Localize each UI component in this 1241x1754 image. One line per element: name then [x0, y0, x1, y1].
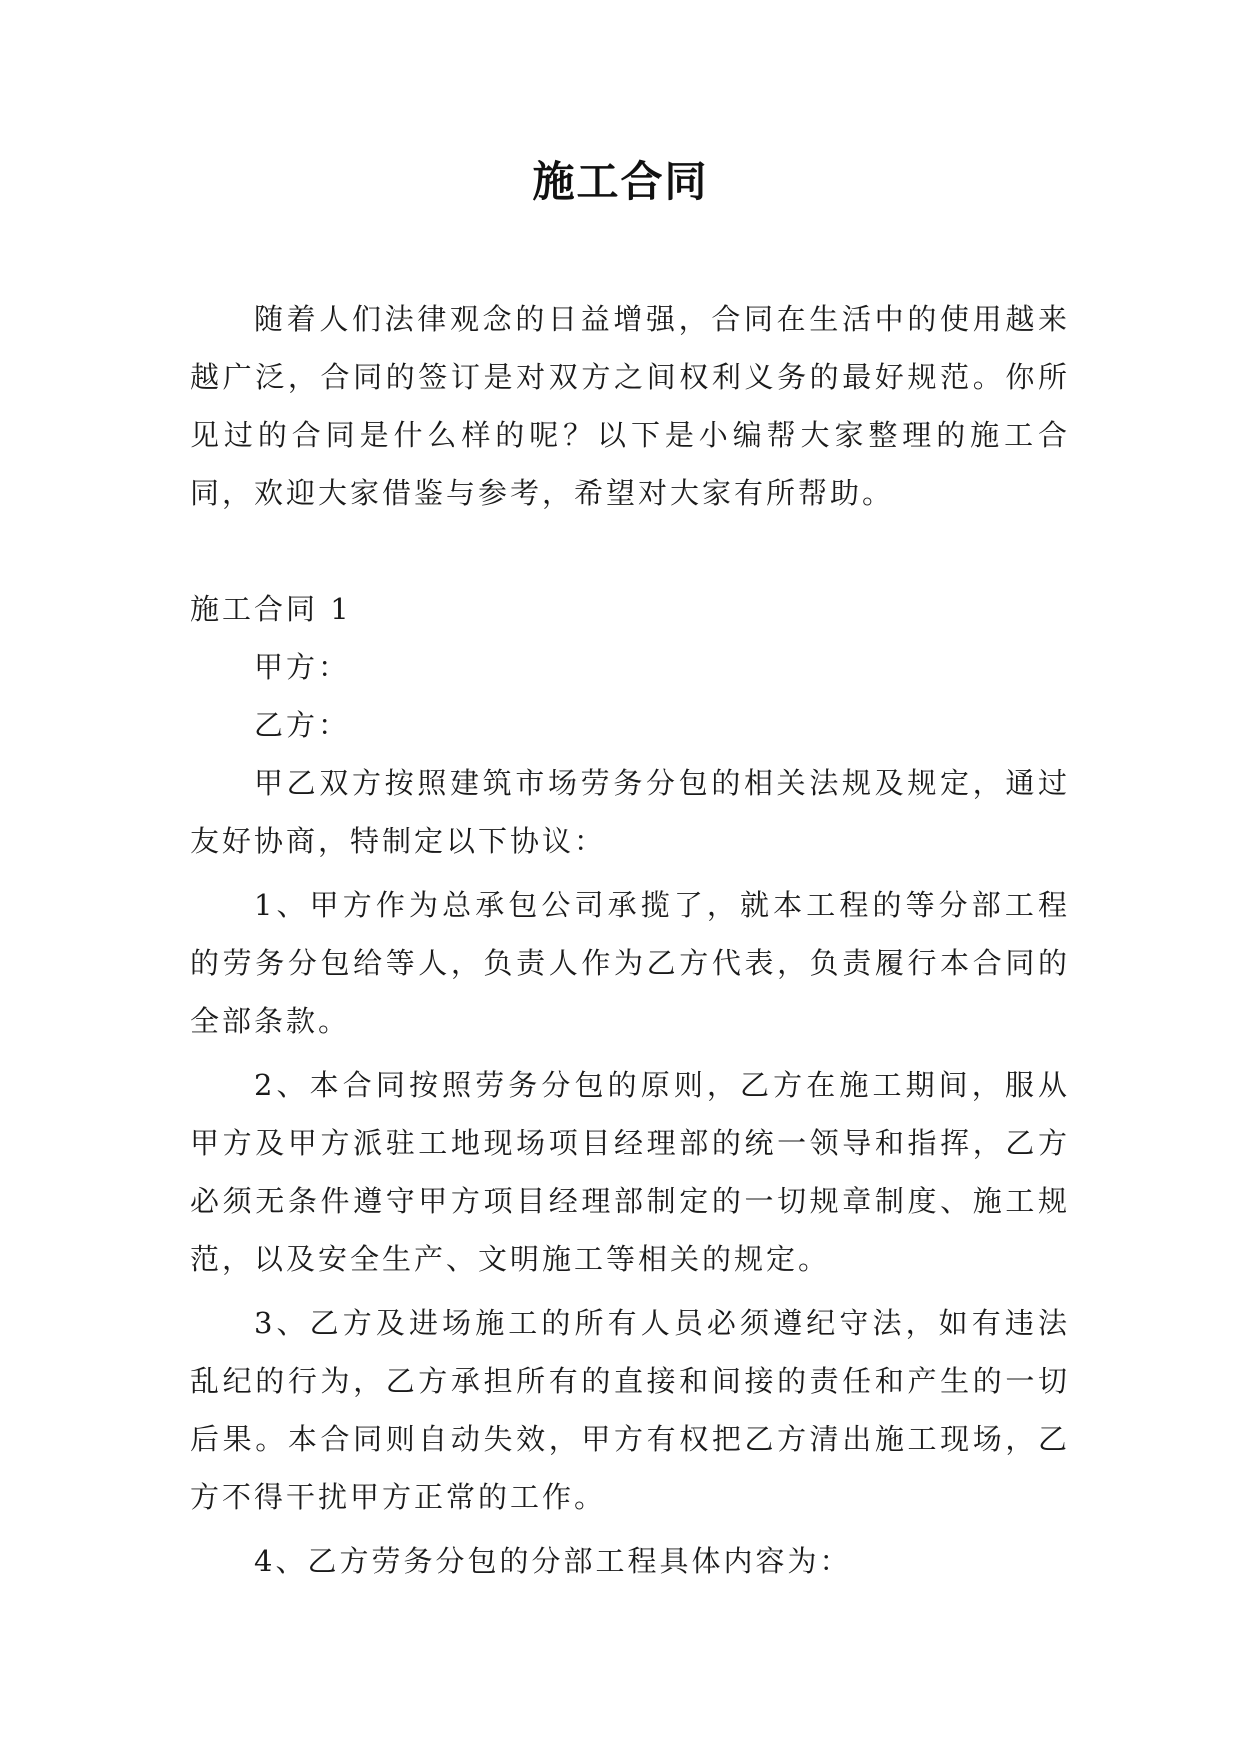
clause-paragraph: 3、乙方及进场施工的所有人员必须遵纪守法，如有违法乱纪的行为，乙方承担所有的直接和间接的责任和产生的一切后果。本合同则自动失效，甲方有权把乙方清出施工现场，乙方不得干扰甲方正常的工作。	[190, 1306, 1070, 1514]
section-heading: 施工合同 1	[190, 592, 352, 626]
preamble-paragraph: 甲乙双方按照建筑市场劳务分包的相关法规及规定，通过友好协商，特制定以下协议：	[190, 766, 1070, 858]
document-body	[190, 290, 1070, 1590]
clause-paragraph: 1、甲方作为总承包公司承揽了，就本工程的等分部工程的劳务分包给等人，负责人作为乙方代表，负责履行本合同的全部条款。	[190, 888, 1070, 1038]
party-b-line: 乙方：	[254, 708, 351, 742]
party-a-line: 甲方：	[254, 650, 351, 684]
intro-paragraph: 随着人们法律观念的日益增强，合同在生活中的使用越来越广泛，合同的签订是对双方之间权利义务的最好规范。你所见过的合同是什么样的呢？以下是小编帮大家整理的施工合同，欢迎大家借鉴与参考，希望对大家有所帮助。	[190, 302, 1070, 510]
clause-paragraph: 4、乙方劳务分包的分部工程具体内容为：	[254, 1544, 852, 1578]
clause-paragraph: 2、本合同按照劳务分包的原则，乙方在施工期间，服从甲方及甲方派驻工地现场项目经理部的统一领导和指挥，乙方必须无条件遵守甲方项目经理部制定的一切规章制度、施工规范，以及安全生产、文明施工等相关的规定。	[190, 1068, 1070, 1276]
document-title: 施工合同	[532, 157, 709, 206]
